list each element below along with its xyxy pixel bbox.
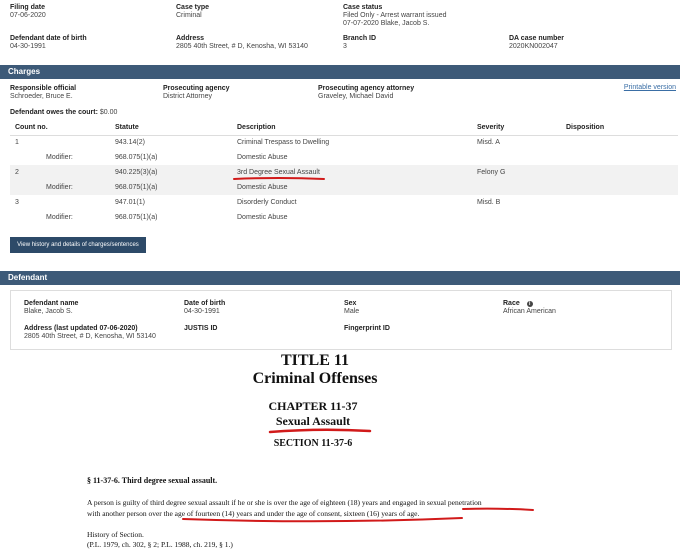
filing-date-label: Filing date	[10, 4, 45, 11]
doc-chapter-name: Sexual Assault	[275, 414, 351, 428]
charges-section-header: Charges	[0, 65, 680, 79]
name-value: Blake, Jacob S.	[24, 308, 73, 315]
da-label: DA case number	[509, 35, 564, 42]
responsible-official	[10, 84, 76, 101]
fingerprint-id	[344, 324, 390, 333]
prosecuting-attorney	[318, 84, 414, 101]
count-cell: 3	[15, 199, 19, 206]
table-row	[10, 135, 678, 150]
red-underline-annotation	[268, 427, 372, 435]
charges-header-row	[10, 120, 678, 135]
description-cell: Disorderly Conduct	[237, 199, 297, 206]
defendant-birthdate	[184, 299, 225, 316]
sex-label: Sex	[344, 300, 357, 307]
severity-cell	[472, 150, 561, 165]
view-history-button[interactable]: View history and details of charges/sentences	[10, 237, 146, 253]
charges-table	[10, 120, 678, 225]
severity-cell: Felony G	[472, 165, 561, 180]
statute-document	[0, 352, 680, 555]
col-severity: Severity	[472, 120, 561, 135]
defendant-address-block	[24, 324, 156, 341]
doc-body-line2: with another person over the age of fourteen (14) years and under the age of consent, sixteen (16) years of age.	[87, 509, 420, 518]
branch-id	[343, 34, 376, 51]
col-description: Description	[232, 120, 472, 135]
case-type-label: Case type	[176, 4, 210, 11]
def-address-value: 2805 40th Street, # D, Kenosha, WI 53140	[24, 333, 156, 340]
highlighted-description	[237, 169, 320, 176]
doc-chapter: CHAPTER 11-37	[268, 399, 358, 413]
fingerprint-label: Fingerprint ID	[344, 325, 390, 332]
race-label: Race	[503, 300, 520, 307]
branch-value: 3	[343, 43, 347, 50]
statute-cell: 968.075(1)(a)	[110, 180, 232, 195]
resp-label: Responsible official	[10, 85, 77, 92]
red-underline-annotation	[0, 502, 680, 532]
branch-label: Branch ID	[343, 35, 377, 42]
col-disposition: Disposition	[561, 120, 678, 135]
printable-version-link[interactable]: Printable version	[623, 84, 676, 91]
disposition-cell	[561, 195, 678, 210]
description-cell: Domestic Abuse	[232, 180, 472, 195]
filing-date-value: 07-06-2020	[10, 12, 46, 19]
owes-value: $0.00	[99, 109, 118, 116]
birthdate-label: Date of birth	[184, 300, 226, 307]
severity-cell	[472, 180, 561, 195]
modifier-cell: Modifier:	[46, 154, 73, 161]
description-cell: Domestic Abuse	[237, 154, 288, 161]
disposition-cell	[561, 165, 678, 180]
statute-cell: 968.075(1)(a)	[115, 214, 158, 221]
case-status	[343, 3, 446, 28]
prosecuting-agency	[163, 84, 230, 101]
da-value: 2020KN002047	[509, 43, 558, 50]
table-row	[10, 180, 678, 195]
case-status-line2: 07-07-2020 Blake, Jacob S.	[343, 20, 430, 27]
race-value: African American	[503, 308, 556, 315]
defendant-section-header: Defendant	[0, 271, 680, 285]
severity-cell	[472, 210, 561, 225]
severity-cell: Misd. A	[477, 139, 500, 147]
statute-cell: 943.14(2)	[115, 139, 145, 147]
justis-id	[184, 324, 217, 333]
statute-cell: 947.01(1)	[115, 199, 145, 206]
table-row	[10, 210, 678, 225]
red-underline-annotation	[233, 176, 325, 182]
table-row	[10, 195, 678, 210]
description-cell: Criminal Trespass to Dwelling	[237, 139, 330, 147]
disposition-cell	[561, 135, 678, 150]
severity-cell: Misd. B	[477, 199, 501, 206]
sex-value: Male	[344, 308, 360, 315]
doc-history-label: History of Section.	[87, 530, 144, 539]
race-label-row	[503, 299, 556, 308]
address-value: 2805 40th Street, # D, Kenosha, WI 53140	[176, 43, 308, 50]
address-label: Address	[176, 35, 205, 42]
defendant-details-panel	[10, 290, 672, 350]
filing-date	[10, 3, 46, 20]
disposition-cell	[561, 210, 678, 225]
description-text: 3rd Degree Sexual Assault	[237, 169, 320, 176]
defendant-race	[503, 299, 556, 316]
defendant-owes	[10, 108, 117, 117]
doc-heading: § 11-37-6. Third degree sexual assault.	[87, 476, 218, 485]
attorney-value: Graveley, Michael David	[318, 93, 394, 100]
doc-subtitle: Criminal Offenses	[252, 370, 378, 387]
disposition-cell	[561, 180, 678, 195]
count-cell: 1	[15, 139, 19, 147]
dob-label: Defendant date of birth	[10, 35, 87, 42]
birthdate-value: 04-30-1991	[184, 308, 220, 315]
defendant-dob	[10, 34, 87, 51]
agency-label: Prosecuting agency	[163, 85, 230, 92]
case-status-label: Case status	[343, 4, 383, 11]
statute-cell: 940.225(3)(a)	[110, 165, 232, 180]
defendant-address	[176, 34, 308, 51]
table-row	[10, 150, 678, 165]
da-case-number	[509, 34, 564, 51]
def-address-label: Address (last updated 07-06-2020)	[24, 325, 138, 332]
doc-history: (P.L. 1979, ch. 302, § 2; P.L. 1988, ch. 219, § 1.)	[87, 540, 233, 549]
doc-section: SECTION 11-37-6	[273, 438, 353, 449]
table-row	[10, 165, 678, 180]
name-label: Defendant name	[24, 300, 79, 307]
col-count: Count no.	[10, 120, 110, 135]
description-cell	[232, 165, 472, 180]
case-status-line1: Filed Only - Arrest warrant issued	[343, 12, 447, 19]
disposition-cell	[561, 150, 678, 165]
attorney-label: Prosecuting agency attorney	[318, 85, 415, 92]
modifier-cell: Modifier:	[46, 214, 73, 221]
case-type-value: Criminal	[176, 12, 202, 19]
agency-value: District Attorney	[163, 93, 213, 100]
defendant-name	[24, 299, 78, 316]
resp-value: Schroeder, Bruce E.	[10, 93, 73, 100]
info-icon[interactable]: i	[527, 301, 533, 307]
doc-body-line1: A person is guilty of third degree sexual assault if he or she is over the age of eighteen (18) years and engaged in sexual penetration	[87, 498, 482, 507]
case-type	[176, 3, 209, 20]
count-cell: 2	[10, 165, 110, 180]
dob-value: 04-30-1991	[10, 43, 46, 50]
statute-cell: 968.075(1)(a)	[115, 154, 158, 161]
doc-title: TITLE 11	[280, 352, 350, 369]
description-cell: Domestic Abuse	[237, 214, 288, 221]
owes-label: Defendant owes the court:	[10, 109, 98, 116]
defendant-sex	[344, 299, 359, 316]
modifier-cell: Modifier:	[10, 180, 110, 195]
col-statute: Statute	[110, 120, 232, 135]
justis-label: JUSTIS ID	[184, 325, 218, 332]
